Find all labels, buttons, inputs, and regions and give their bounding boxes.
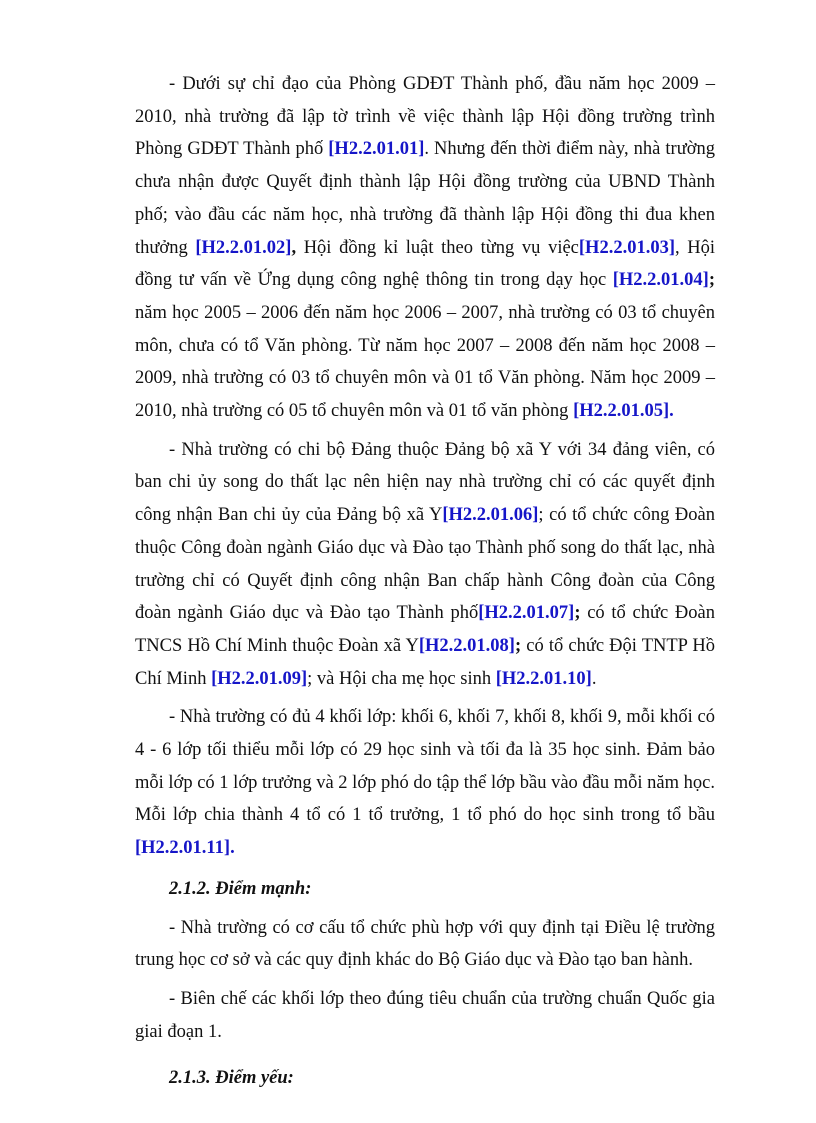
body-paragraph (135, 68, 715, 428)
evidence-reference: [H2.2.01.08] (418, 635, 515, 656)
evidence-reference: [H2.2.01.04] (612, 270, 709, 291)
evidence-reference: [H2.2.01.01] (328, 139, 425, 160)
paragraph-text: . (591, 668, 597, 689)
evidence-reference: [H2.2.01.11]. (135, 838, 235, 859)
paragraph-text: có tổ chức Đội TNTP Hồ Chí Minh (135, 635, 716, 689)
weaknesses-heading: 2.1.3. Điểm yếu: (169, 1068, 294, 1089)
paragraph-text: ; và Hội cha mẹ học sinh (307, 668, 496, 689)
strength-item-2: - Biên chế các khối lớp theo đúng tiêu chuẩn của trường chuẩn Quốc gia giai đoạn 1. (135, 988, 715, 1042)
punctuation: ; (574, 603, 581, 624)
paragraph-text: - Dưới sự chỉ đạo của Phòng GDĐT Thành phố, đầu năm học 2009 – 2010, nhà trường đã lập tờ trình về việc thành lập Hội đồng trường trình Phòng GDĐT Thành phố (135, 74, 715, 160)
paragraph-text: - Nhà trường có chi bộ Đảng thuộc Đảng bộ xã Y với 34 đảng viên, có ban chi ủy song do thất lạc nên hiện nay nhà trường chỉ có các quyết định công nhận Ban chi ủy của Đảng bộ xã Y (135, 439, 715, 526)
evidence-reference: [H2.2.01.10] (495, 668, 592, 689)
punctuation: ; (708, 270, 715, 291)
document-page (135, 68, 715, 1095)
paragraph-text: ; có tổ chức công Đoàn thuộc Công đoàn ngành Giáo dục và Đào tạo Thành phố song do thất lạc, nhà trường chỉ có Quyết định công nhận Ban chấp hành Công đoàn của Công đoàn ngành Giáo dục và Đào tạo Thành phố (135, 505, 715, 624)
paragraph-text: Hội đồng kỉ luật theo từng vụ việc (296, 237, 579, 258)
evidence-reference: [H2.2.01.02] (195, 237, 292, 258)
punctuation: , (291, 237, 297, 258)
strength-item-1: - Nhà trường có cơ cấu tổ chức phù hợp với quy định tại Điều lệ trường trung học cơ sở và các quy định khác do Bộ Giáo dục và Đào tạo ban hành. (135, 917, 715, 971)
paragraph-text: . Nhưng đến thời điểm này, nhà trường chưa nhận được Quyết định thành lập Hội đồng trường của UBND Thành phố; vào đầu các năm học, nhà trường đã thành lập Hội đồng thi đua khen thưởng (135, 139, 716, 258)
evidence-reference: [H2.2.01.05]. (573, 401, 674, 422)
body-paragraph (135, 701, 715, 865)
strengths-heading: 2.1.2. Điểm mạnh: (169, 878, 312, 899)
paragraph-text: có tổ chức Đoàn TNCS Hồ Chí Minh thuộc Đoàn xã Y (135, 603, 716, 656)
body-paragraph (135, 434, 715, 696)
body-paragraphs (135, 68, 715, 865)
paragraph-text: - Nhà trường có đủ 4 khối lớp: khối 6, khối 7, khối 8, khối 9, mỗi khối có 4 - 6 lớp tối thiểu mỗi lớp có 29 học sinh và tối đa là 35 học sinh. Đảm bảo mỗi lớp có 1 lớp trưởng và 2 lớp phó do tập thể lớp bầu vào đầu mỗi năm học. Mỗi lớp chia thành 4 tổ có 1 tổ trưởng, 1 tổ phó do học sinh trong tổ bầu (135, 707, 715, 826)
paragraph-text: năm học 2005 – 2006 đến năm học 2006 – 2007, nhà trường có 03 tổ chuyên môn, chưa có tổ Văn phòng. Từ năm học 2007 – 2008 đến năm học 2008 – 2009, nhà trường có 03 tổ chuyên môn và 01 tổ Văn phòng. Năm học 2009 – 2010, nhà trường có 05 tổ chuyên môn và 01 tổ văn phòng (135, 302, 715, 422)
paragraph-text: , Hội đồng tư vấn về Ứng dụng công nghệ thông tin trong dạy học (135, 237, 715, 291)
evidence-reference: [H2.2.01.03] (578, 237, 675, 258)
evidence-reference: [H2.2.01.09] (211, 668, 308, 689)
punctuation: ; (514, 635, 522, 656)
evidence-reference: [H2.2.01.06] (442, 505, 539, 526)
evidence-reference: [H2.2.01.07] (478, 603, 575, 624)
